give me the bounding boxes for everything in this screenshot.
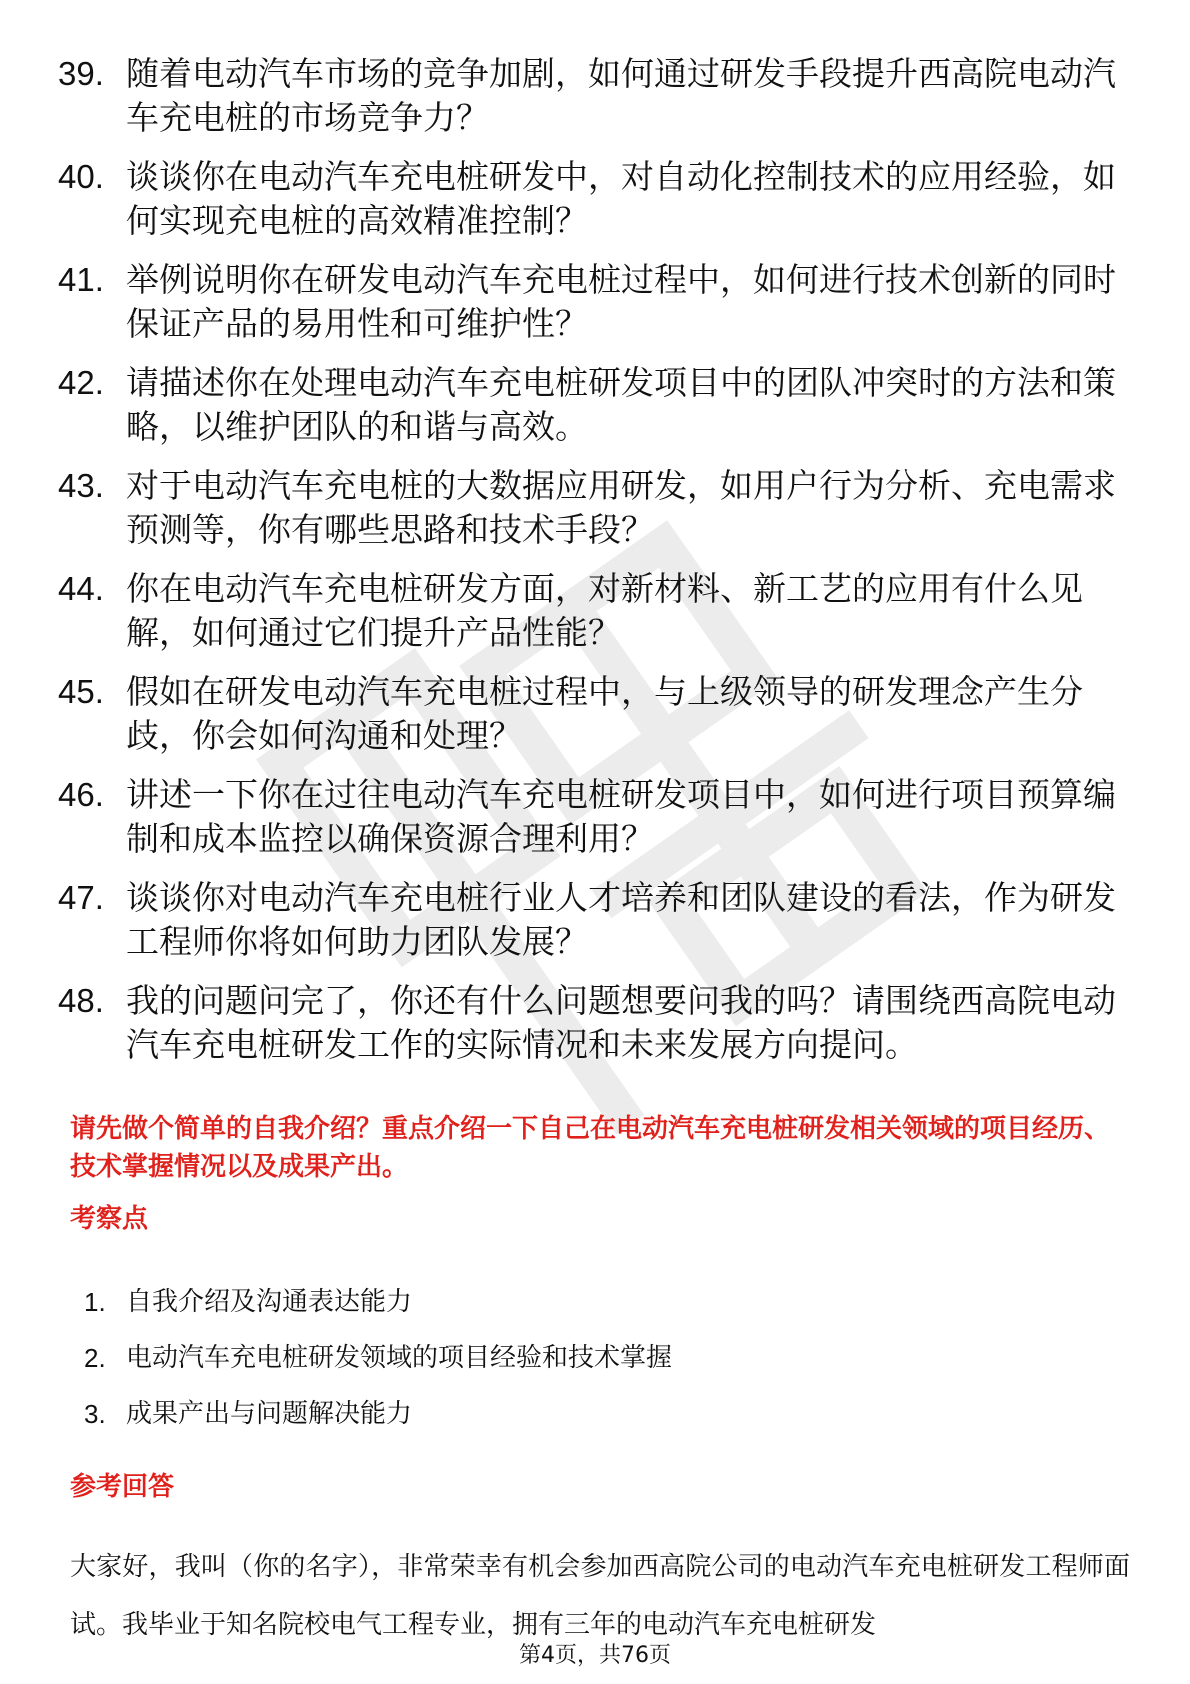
reference-answer-text: 大家好，我叫（你的名字），非常荣幸有机会参加西高院公司的电动汽车充电桩研发工程师面试。我毕业于知名院校电气工程专业，拥有三年的电动汽车充电桩研发 [70,1552,1130,1640]
question-item [58,464,1128,552]
question-number: 44. [58,570,104,607]
assessment-item [84,1340,1084,1376]
question-text: 对于电动汽车充电桩的大数据应用研发，如用户行为分析、充电需求预测等，你有哪些思路和技术手段？ [126,466,1116,549]
question-number: 42. [58,364,104,401]
question-number: 40. [58,158,104,195]
question-text: 谈谈你对电动汽车充电桩行业人才培养和团队建设的看法，作为研发工程师你将如何助力团队发展？ [126,878,1116,961]
interview-prompt: 请先做个简单的自我介绍？重点介绍一下自己在电动汽车充电桩研发相关领域的项目经历、技术掌握情况以及成果产出。 [70,1114,1111,1182]
assessment-number: 3. [84,1399,106,1429]
assessment-text: 电动汽车充电桩研发领域的项目经验和技术掌握 [126,1343,673,1373]
assessment-text: 成果产出与问题解决能力 [126,1399,413,1429]
assessment-heading: 考察点 [70,1204,149,1234]
question-text: 假如在研发电动汽车充电桩过程中，与上级领导的研发理念产生分歧，你会如何沟通和处理？ [126,672,1083,755]
page-footer: 第4页，共76页 [519,1643,671,1668]
assessment-item [84,1396,1084,1432]
assessment-number: 2. [84,1343,106,1373]
assessment-item [84,1284,1084,1320]
question-item [58,979,1128,1067]
reference-answer-heading: 参考回答 [70,1472,175,1502]
question-number: 47. [58,879,104,916]
question-text: 你在电动汽车充电桩研发方面，对新材料、新工艺的应用有什么见解，如何通过它们提升产品性能？ [126,569,1083,652]
question-item [58,361,1128,449]
question-text: 举例说明你在研发电动汽车充电桩过程中，如何进行技术创新的同时保证产品的易用性和可维护性？ [126,260,1116,343]
question-text: 请描述你在处理电动汽车充电桩研发项目中的团队冲突时的方法和策略，以维护团队的和谐与高效。 [126,363,1116,446]
question-item [58,258,1128,346]
question-text: 讲述一下你在过往电动汽车充电桩研发项目中，如何进行项目预算编制和成本监控以确保资源合理利用？ [126,775,1116,858]
question-number: 43. [58,467,104,504]
question-item [58,155,1128,243]
question-text: 谈谈你在电动汽车充电桩研发中，对自动化控制技术的应用经验，如何实现充电桩的高效精准控制？ [126,157,1116,240]
question-number: 45. [58,673,104,710]
question-list [58,52,1128,1082]
assessment-number: 1. [84,1287,106,1317]
assessment-text: 自我介绍及沟通表达能力 [126,1287,413,1317]
question-item [58,876,1128,964]
question-text: 我的问题问完了，你还有什么问题想要问我的吗？请围绕西高院电动汽车充电桩研发工作的实际情况和未来发展方向提问。 [126,981,1116,1064]
question-number: 41. [58,261,104,298]
question-number: 39. [58,55,104,92]
question-item [58,670,1128,758]
question-text: 随着电动汽车市场的竞争加剧，如何通过研发手段提升西高院电动汽车充电桩的市场竞争力？ [126,54,1116,137]
question-item [58,773,1128,861]
assessment-list [84,1284,1084,1452]
question-number: 48. [58,982,104,1019]
question-item [58,567,1128,655]
question-item [58,52,1128,140]
question-number: 46. [58,776,104,813]
